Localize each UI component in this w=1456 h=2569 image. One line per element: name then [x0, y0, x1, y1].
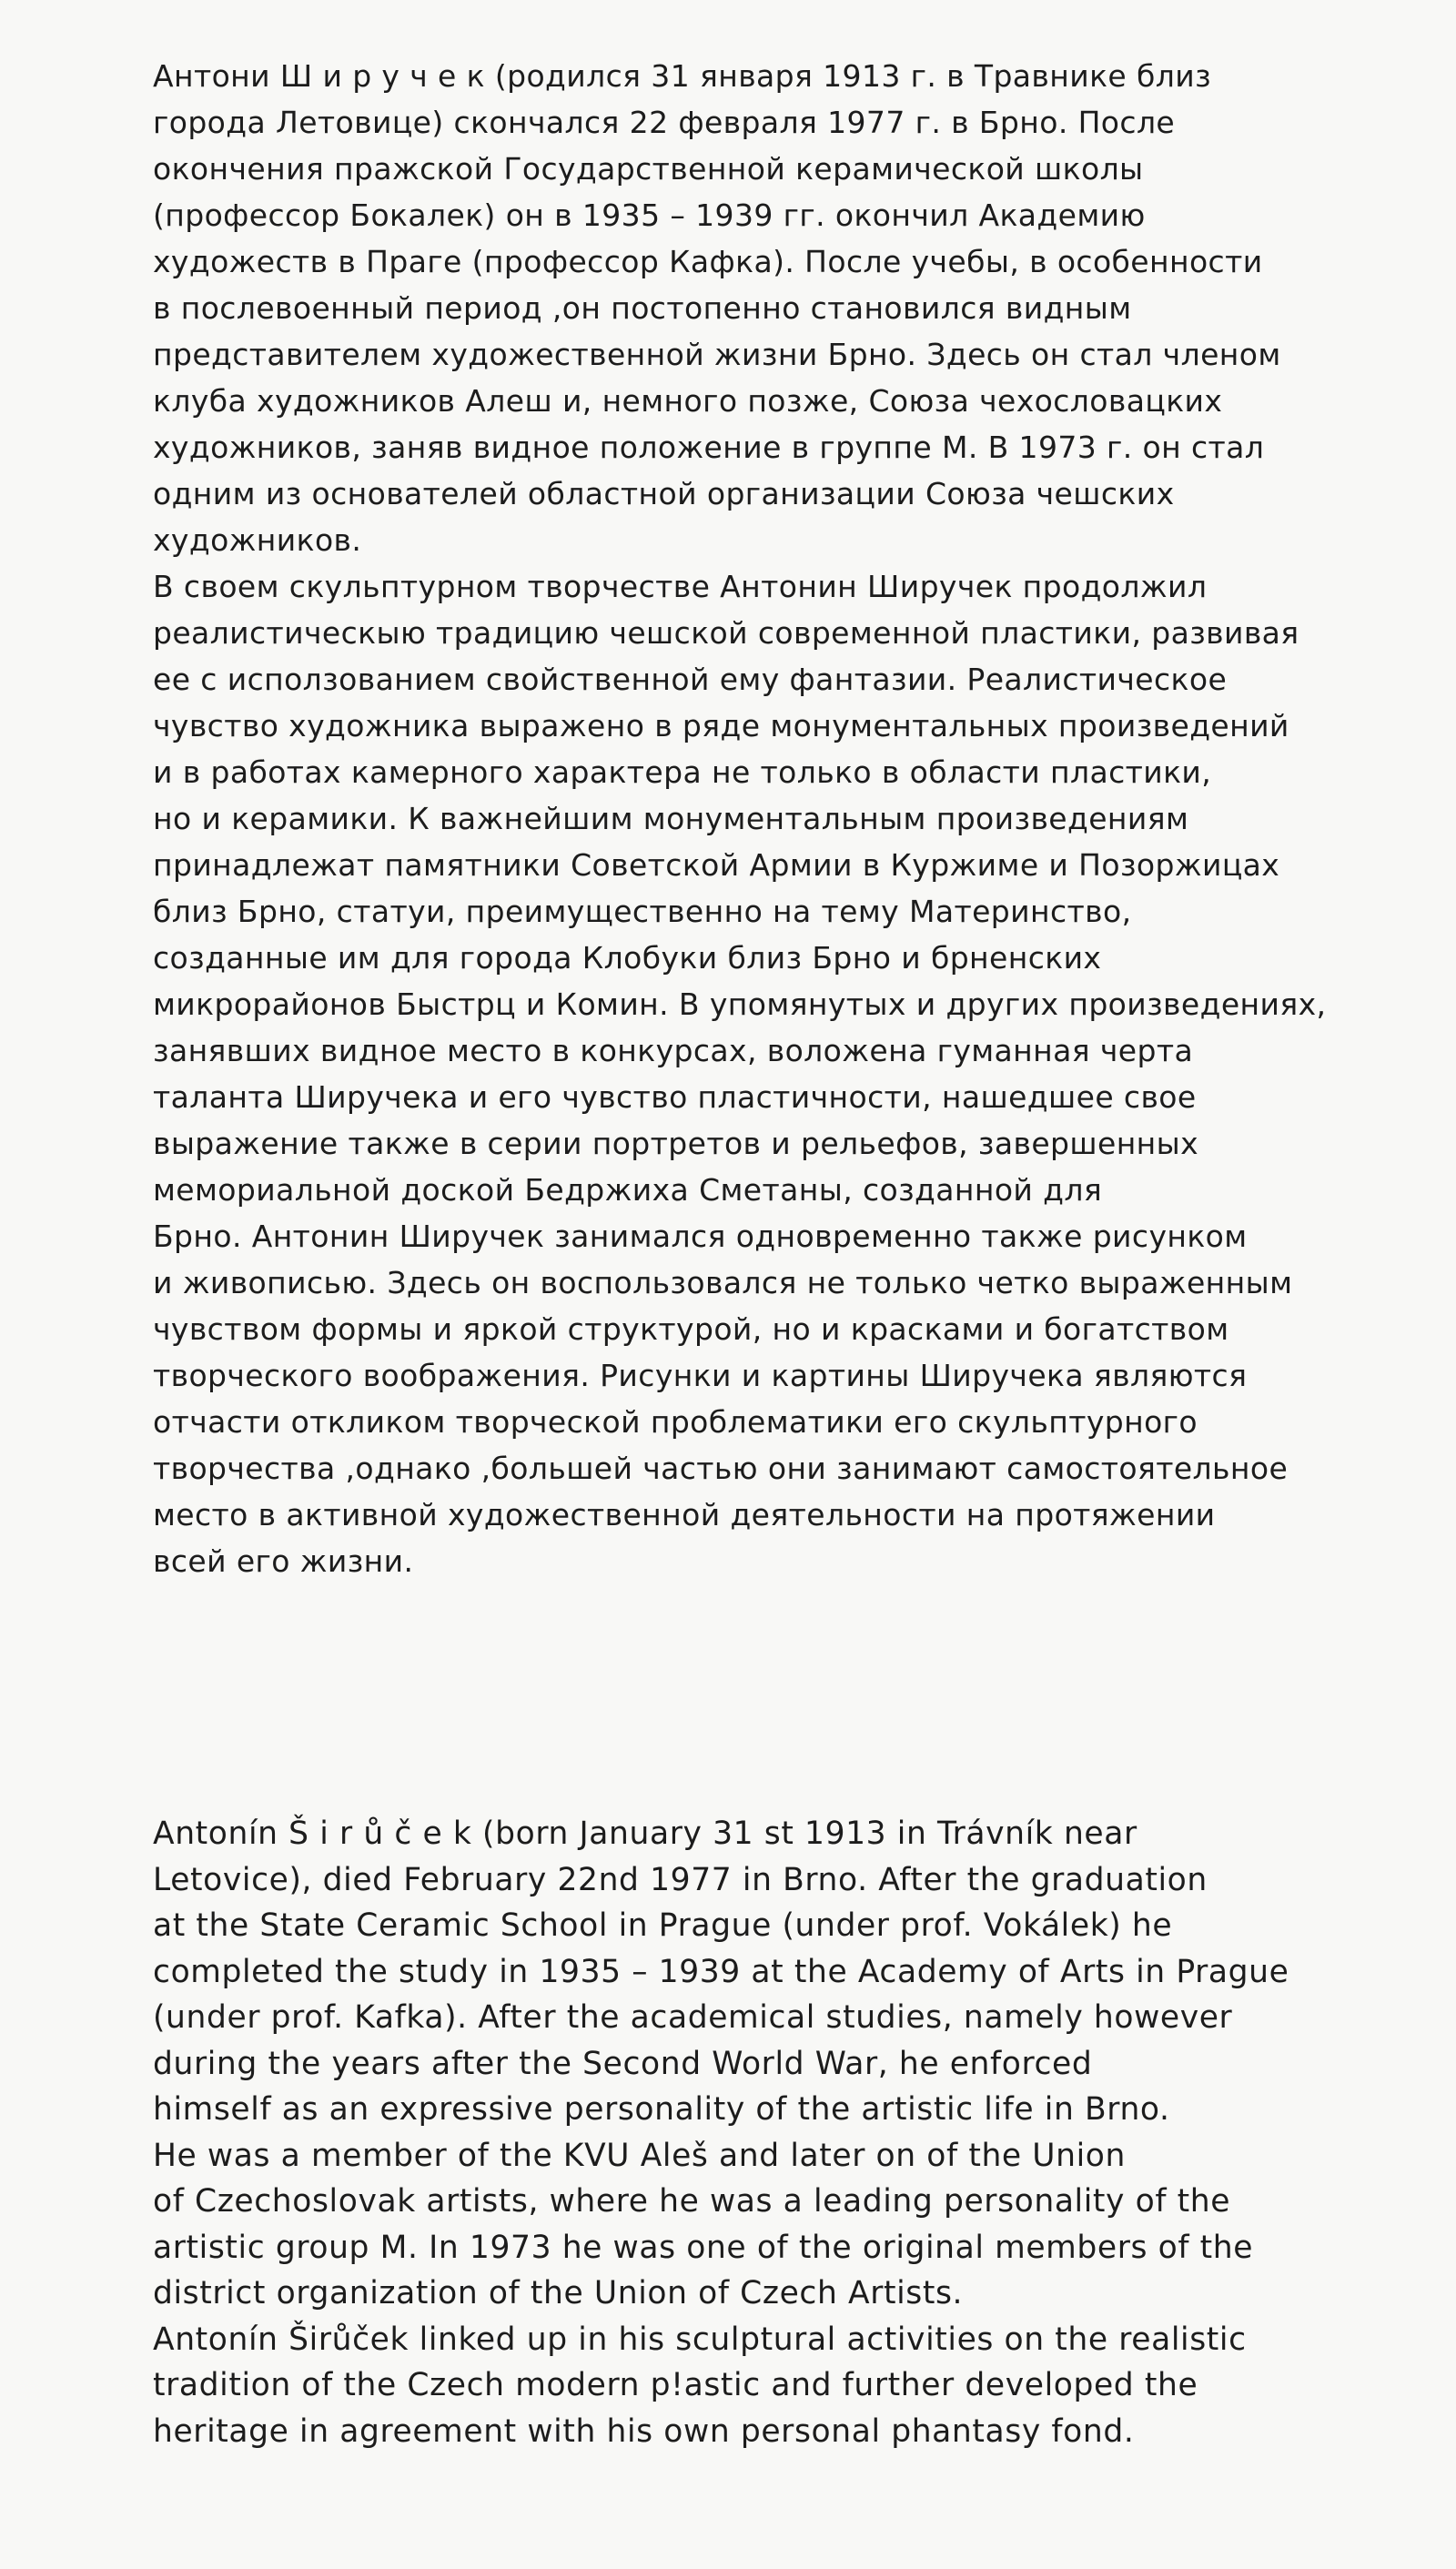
russian-text-line: Брно. Антонин Ширучек занимался одновременно также рисунком — [153, 1219, 1248, 1254]
russian-text-line: выражение также в серии портретов и рельефов, завершенных — [153, 1126, 1199, 1161]
russian-text-line: города Летовице) скончался 22 февраля 1977 г. в Брно. После — [153, 105, 1176, 140]
russian-text-line: реалистическыю традицию чешской современной пластики, развивая — [153, 615, 1299, 651]
russian-text-line: созданные им для города Клобуки близ Брно и брненских — [153, 940, 1102, 976]
russian-text-line: представителем художественной жизни Брно. Здесь он стал членом — [153, 337, 1281, 372]
english-text-line: He was a member of the KVU Aleš and later on of the Union — [153, 2137, 1126, 2174]
russian-text-line: одним из основателей областной организации Союза чешских — [153, 476, 1175, 511]
russian-text-line: Антони Ш и р у ч е к (родился 31 января 1913 г. в Травнике близ — [153, 58, 1212, 94]
english-text-line: (under prof. Kafka). After the academical studies, namely however — [153, 1999, 1233, 2036]
russian-text-line: клуба художников Алеш и, немного позже, Союза чехословацких — [153, 383, 1223, 419]
russian-text-line: творческого воображения. Рисунки и картины Ширучека являются — [153, 1358, 1248, 1393]
russian-text-line: в послевоенный период ,он постопенно становился видным — [153, 290, 1132, 326]
russian-text-line: окончения пражской Государственной керамической школы — [153, 151, 1144, 187]
english-text-block — [153, 1811, 1390, 2454]
russian-text-line: принадлежат памятники Советской Армии в Куржиме и Позоржицах — [153, 847, 1280, 883]
english-text-line: district organization of the Union of Czech Artists. — [153, 2275, 964, 2311]
russian-text-line: и живописью. Здесь он воспользовался не только четко выраженным — [153, 1265, 1293, 1300]
russian-text-line: ее с исползованием свойственной ему фантазии. Реалистическое — [153, 662, 1228, 697]
russian-text-line: художников. — [153, 522, 362, 558]
russian-text-line: творчества ,однако ,большей частью они занимают самостоятельное — [153, 1451, 1289, 1486]
english-text-line: at the State Ceramic School in Prague (under prof. Vokálek) he — [153, 1907, 1173, 1944]
english-text-line: tradition of the Czech modern p!astic and further developed the — [153, 2367, 1198, 2403]
english-text-line: Antonín Širůček linked up in his sculptural activities on the realistic — [153, 2321, 1247, 2358]
russian-text-line: В своем скульптурном творчестве Антонин Ширучек продолжил — [153, 569, 1208, 604]
english-text-line: himself as an expressive personality of the artistic life in Brno. — [153, 2091, 1170, 2128]
russian-text-line: отчасти откликом творческой проблематики его скульптурного — [153, 1404, 1198, 1440]
russian-text-line: занявших видное место в конкурсах, воложена гуманная черта — [153, 1033, 1194, 1068]
english-text-line: during the years after the Second World War, he enforced — [153, 2045, 1093, 2082]
english-text-line: completed the study in 1935 – 1939 at the Academy of Arts in Prague — [153, 1953, 1289, 1990]
english-text-line: of Czechoslovak artists, where he was a leading personality of the — [153, 2183, 1231, 2220]
russian-text-line: место в активной художественной деятельности на протяжении — [153, 1497, 1216, 1532]
russian-text-block — [153, 53, 1390, 1584]
russian-text-line: художеств в Праге (профессор Кафка). После учебы, в особенности — [153, 244, 1263, 279]
english-text-line: artistic group M. In 1973 he was one of the original members of the — [153, 2229, 1254, 2266]
english-text-line: Antonín Š i r ů č e k (born January 31 st 1913 in Trávník near — [153, 1815, 1138, 1852]
english-text-line: Letovice), died February 22nd 1977 in Brno. After the graduation — [153, 1861, 1208, 1898]
russian-text-line: (профессор Бокалек) он в 1935 – 1939 гг. окончил Академию — [153, 197, 1146, 233]
russian-text-line: художников, заняв видное положение в группе М. В 1973 г. он стал — [153, 430, 1265, 465]
russian-text-line: таланта Ширучека и его чувство пластичности, нашедшее свое — [153, 1079, 1197, 1115]
russian-text-line: всей его жизни. — [153, 1543, 414, 1579]
russian-text-line: и в работах камерного характера не только в области пластики, — [153, 754, 1212, 790]
russian-text-line: чувство художника выражено в ряде монументальных произведений — [153, 708, 1289, 743]
russian-text-line: но и керамики. К важнейшим монументальным произведениям — [153, 801, 1189, 836]
english-text-line: heritage in agreement with his own personal phantasy fond. — [153, 2412, 1135, 2450]
russian-text-line: микрорайонов Быстрц и Комин. В упомянутых и других произведениях, — [153, 986, 1327, 1022]
russian-text-line: чувством формы и яркой структурой, но и красками и богатством — [153, 1311, 1229, 1347]
russian-text-line: близ Брно, статуи, преимущественно на тему Материнство, — [153, 894, 1132, 929]
russian-text-line: мемориальной доской Бедржиха Сметаны, созданной для — [153, 1172, 1103, 1208]
